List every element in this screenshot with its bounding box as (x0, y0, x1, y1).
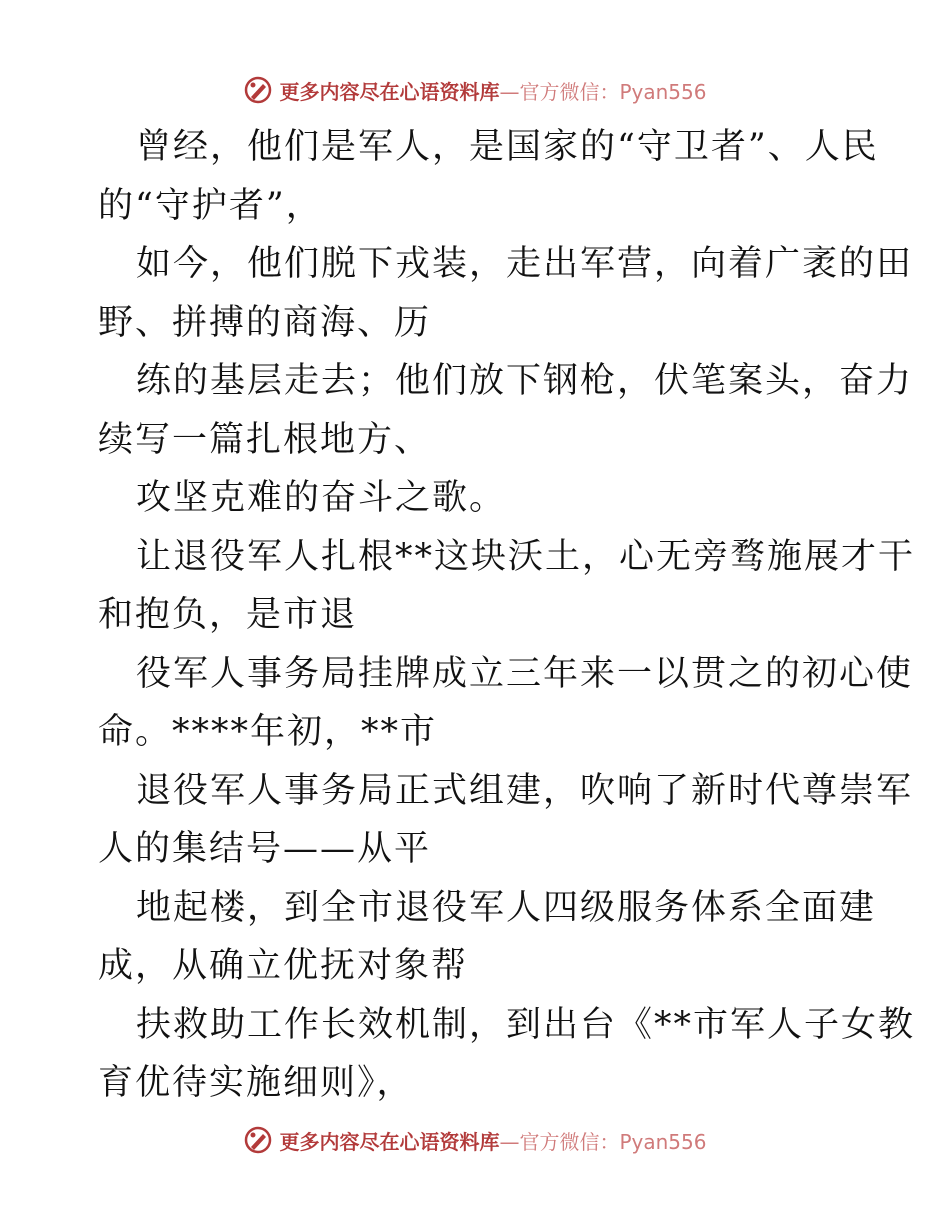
text-line: 命。****年初，**市 (98, 712, 438, 752)
paragraph (98, 762, 914, 879)
paragraph (98, 996, 916, 1113)
text-line: 如今，他们脱下戎装，走出军营，向着广袤的田 (136, 244, 914, 284)
paragraph (98, 235, 914, 352)
paragraph (98, 528, 916, 645)
text-line: 退役军人事务局正式组建，吹响了新时代尊崇军 (136, 770, 914, 811)
text-line: 和抱负，是市退 (98, 595, 358, 635)
text-line: 成，从确立优抚对象帮 (98, 946, 469, 986)
paragraph (98, 118, 879, 235)
body-text (98, 118, 916, 1113)
header-banner (0, 70, 950, 110)
paragraph (98, 645, 914, 762)
text-line: 曾经，他们是军人，是国家的“守卫者”、人民 (136, 127, 879, 167)
header-site-name: 更多内容尽在心语资料库 (279, 79, 500, 104)
text-line: 地起楼，到全市退役军人四级服务体系全面建 (136, 887, 877, 928)
paragraph (98, 469, 858, 528)
footer-site-name: 更多内容尽在心语资料库 (279, 1129, 500, 1154)
footer-contact: —官方微信：Pyan556 (499, 1129, 707, 1154)
text-line: 人的集结号——从平 (98, 829, 432, 869)
text-line: 的“守护者”， (98, 185, 323, 226)
text-line: 攻坚克难的奋斗之歌。 (136, 478, 507, 518)
text-line: 扶救助工作长效机制，到出台《**市军人子女教 (136, 1004, 916, 1045)
pen-logo-icon (243, 1125, 273, 1155)
text-line: 续写一篇扎根地方、 (98, 419, 432, 460)
paragraph (98, 352, 914, 469)
text-line: 役军人事务局挂牌成立三年来一以贯之的初心使 (136, 653, 914, 694)
pen-logo-icon (243, 75, 273, 105)
header-contact: —官方微信：Pyan556 (499, 79, 707, 104)
footer-banner (0, 1120, 950, 1160)
paragraph (98, 879, 877, 996)
text-line: 让退役军人扎根**这块沃土，心无旁骛施展才干 (136, 536, 916, 577)
text-line: 育优待实施细则》， (98, 1063, 414, 1103)
text-line: 野、拼搏的商海、历 (98, 302, 432, 343)
text-line: 练的基层走去；他们放下钢枪，伏笔案头，奋力 (136, 361, 914, 401)
